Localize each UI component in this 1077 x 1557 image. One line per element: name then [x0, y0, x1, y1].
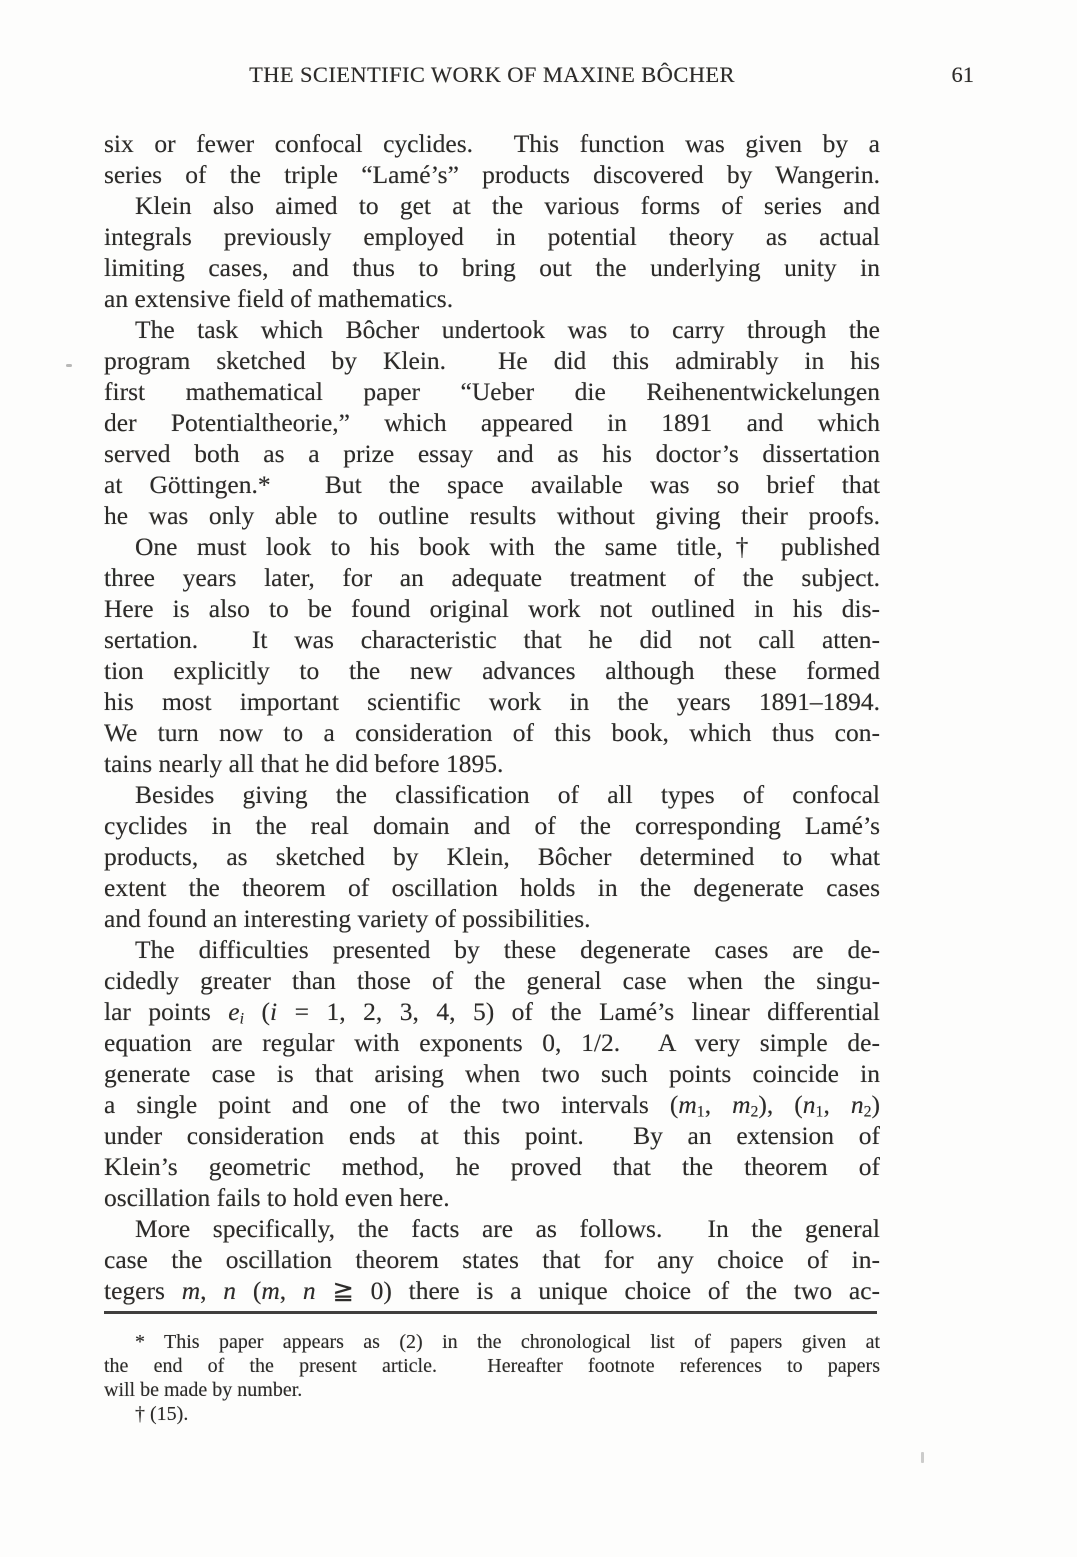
text-line: * This paper appears as (2) in the chronological list of papers given at [135, 1331, 880, 1353]
text-line: six or fewer confocal cyclides. This function was given by a [104, 129, 880, 158]
text-line: extent the theorem of oscillation holds in the degenerate cases [104, 873, 880, 902]
text-line: generate case is that arising when two such points coincide in [104, 1059, 880, 1088]
text-line: Klein also aimed to get at the various forms of series and [135, 191, 880, 220]
text-line: oscillation fails to hold even here. [104, 1183, 450, 1212]
text-line: tion explicitly to the new advances although these formed [104, 656, 880, 685]
text-line: his most important scientific work in the years 1891–1894. [104, 687, 880, 716]
text-line: the end of the present article. Hereafter footnote references to papers [104, 1355, 880, 1377]
running-head-title: THE SCIENTIFIC WORK OF MAXINE BÔCHER [249, 62, 735, 87]
text-line: Here is also to be found original work not outlined in his dis- [104, 594, 880, 623]
footnotes-block [104, 1330, 880, 1426]
paragraph [104, 779, 880, 934]
text-line: at Göttingen.* But the space available was so brief that [104, 470, 880, 499]
text-line: an extensive field of mathematics. [104, 284, 454, 313]
scan-artifact [921, 1452, 924, 1463]
text-line: One must look to his book with the same title,† published [135, 532, 880, 561]
text-line: under consideration ends at this point. By an extension of [104, 1121, 880, 1150]
text-line: More specifically, the facts are as follows. In the general [135, 1214, 880, 1243]
paragraph [104, 1213, 880, 1306]
text-line: limiting cases, and thus to bring out the underlying unity in [104, 253, 880, 282]
text-line: will be made by number. [104, 1379, 303, 1401]
text-line: † (15). [135, 1403, 189, 1425]
text-line: der Potentialtheorie,” which appeared in 1891 and which [104, 408, 880, 437]
text-line: The difficulties presented by these degenerate cases are de- [135, 935, 880, 964]
text-line: lar points $e_i$ (i = 1, 2, 3, 4, 5) of the Lamé’s linear differential [104, 997, 880, 1027]
paragraph [104, 934, 880, 1213]
paragraph [104, 531, 880, 779]
text-line: Klein’s geometric method, he proved that the theorem of [104, 1152, 880, 1181]
text-line: cyclides in the real domain and of the corresponding Lamé’s [104, 811, 880, 840]
footnote-rule [104, 1311, 877, 1314]
text-line: case the oscillation theorem states that for any choice of in- [104, 1245, 880, 1274]
text-line: and found an interesting variety of possibilities. [104, 904, 591, 933]
text-line: three years later, for an adequate treatment of the subject. [104, 563, 880, 592]
text-line: We turn now to a consideration of this book, which thus con- [104, 718, 880, 747]
text-line: series of the triple “Lamé’s” products discovered by Wangerin. [104, 160, 880, 189]
article-body [104, 128, 880, 1306]
paragraph [104, 128, 880, 190]
text-line: he was only able to outline results without giving their proofs. [104, 501, 880, 530]
text-line: program sketched by Klein. He did this admirably in his [104, 346, 880, 375]
text-line: integrals previously employed in potential theory as actual [104, 222, 880, 251]
text-line: first mathematical paper “Ueber die Reihenentwickelungen [104, 377, 880, 406]
text-line: tegers m, n (m, n ≧ 0) there is a unique choice of the two ac- [104, 1276, 880, 1305]
text-line: sertation. It was characteristic that he did not call atten- [104, 625, 880, 654]
text-line: Besides giving the classification of all types of confocal [135, 780, 880, 809]
text-line: products, as sketched by Klein, Bôcher determined to what [104, 842, 880, 871]
scan-artifact [66, 364, 72, 367]
text-line: tains nearly all that he did before 1895. [104, 749, 504, 778]
page-number: 61 [951, 62, 974, 87]
text-line: cidedly greater than those of the general case when the singu- [104, 966, 880, 995]
text-line: The task which Bôcher undertook was to carry through the [135, 315, 880, 344]
paragraph [104, 314, 880, 531]
text-line: served both as a prize essay and as his doctor’s dissertation [104, 439, 880, 468]
text-line: a single point and one of the two intervals ($m_1$, $m_2$), ($n_1$, $n_2$) [104, 1090, 880, 1120]
paragraph [104, 1402, 880, 1426]
paragraph [104, 1330, 880, 1402]
text-line: equation are regular with exponents 0, 1/2. A very simple de- [104, 1028, 880, 1057]
paragraph [104, 190, 880, 314]
